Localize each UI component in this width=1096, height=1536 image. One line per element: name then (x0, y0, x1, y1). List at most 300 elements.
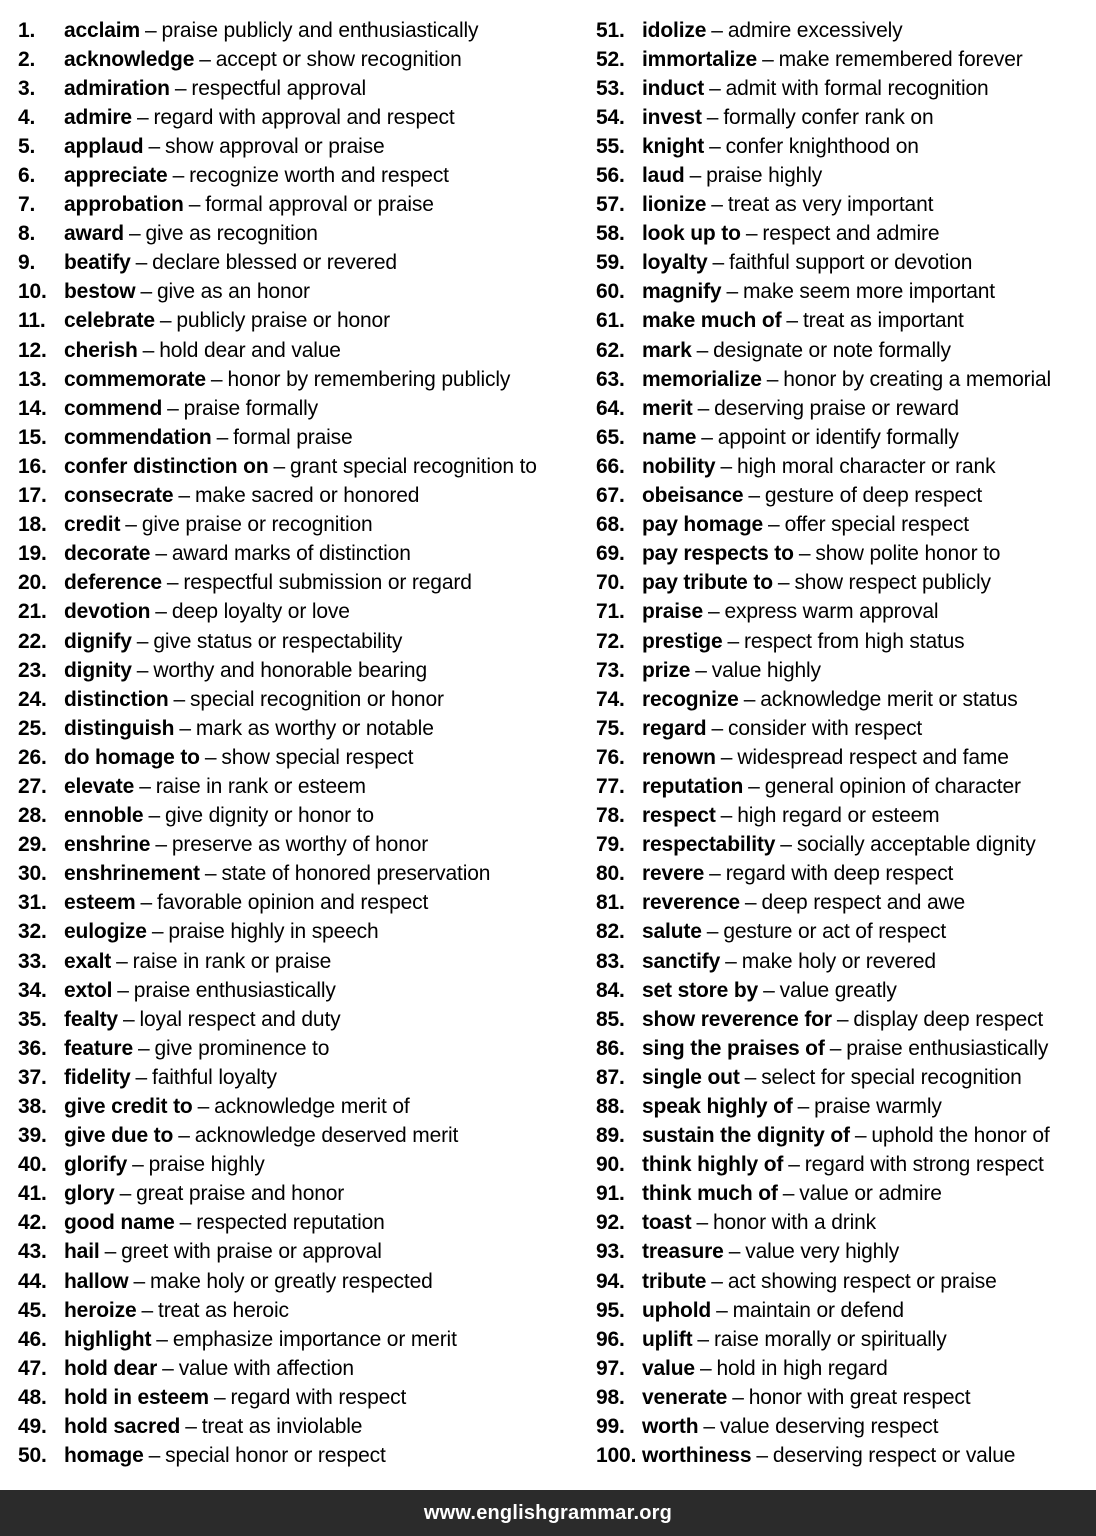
item-word: pay tribute to (642, 571, 773, 595)
item-separator: – (697, 396, 710, 420)
item-separator: – (133, 1269, 145, 1293)
list-item (596, 1383, 1092, 1412)
item-number: 19. (18, 542, 47, 566)
item-number: 82. (596, 920, 625, 944)
item-separator: – (744, 1065, 757, 1089)
item-number: 18. (18, 513, 47, 537)
item-word: worth (642, 1415, 699, 1439)
item-definition: praise enthusiastically (133, 978, 336, 1002)
item-separator: – (174, 76, 187, 100)
item-number: 51. (596, 18, 625, 42)
item-separator: – (204, 862, 217, 886)
item-separator: – (210, 367, 223, 391)
list-item (596, 685, 1092, 714)
item-separator: – (748, 774, 760, 798)
list-item (18, 1325, 578, 1354)
list-item (18, 16, 578, 45)
item-word: toast (642, 1211, 692, 1235)
item-separator: – (216, 425, 229, 449)
item-definition: hold in high regard (716, 1356, 888, 1380)
item-separator: – (273, 454, 286, 478)
item-definition: deep loyalty or love (171, 600, 350, 624)
list-item (596, 1180, 1092, 1209)
item-number: 79. (596, 833, 625, 857)
item-number: 70. (596, 571, 625, 595)
item-definition: declare blessed or revered (152, 251, 397, 275)
item-number: 53. (596, 76, 625, 100)
list-item (596, 249, 1092, 278)
item-word: sing the praises of (642, 1036, 825, 1060)
item-number: 98. (596, 1385, 625, 1409)
item-definition: greet with praise or approval (121, 1240, 382, 1264)
item-word: enshrinement (64, 862, 200, 886)
item-definition: socially acceptable dignity (796, 833, 1036, 857)
list-item (18, 394, 578, 423)
item-word: extol (64, 978, 113, 1002)
item-definition: recognize worth and respect (189, 164, 449, 188)
item-number: 81. (596, 891, 625, 915)
item-word: venerate (642, 1385, 728, 1409)
item-definition: give as an honor (156, 280, 310, 304)
item-separator: – (136, 105, 149, 129)
list-item (596, 1209, 1092, 1238)
item-number: 64. (596, 396, 625, 420)
item-definition: honor by creating a memorial (783, 367, 1052, 391)
item-separator: – (155, 600, 167, 624)
item-definition: respectful approval (191, 76, 366, 100)
list-item (596, 278, 1092, 307)
item-word: think highly of (642, 1153, 784, 1177)
list-item (596, 714, 1092, 743)
item-separator: – (136, 658, 149, 682)
item-number: 46. (18, 1327, 47, 1351)
item-separator: – (745, 222, 758, 246)
item-number: 85. (596, 1007, 625, 1031)
item-word: good name (64, 1211, 175, 1235)
item-number: 100. (596, 1444, 637, 1468)
list-item (18, 1354, 578, 1383)
item-definition: make holy or greatly respected (149, 1269, 433, 1293)
item-word: merit (642, 396, 693, 420)
item-number: 75. (596, 716, 625, 740)
item-separator: – (777, 571, 790, 595)
item-separator: – (768, 513, 780, 537)
item-definition: acknowledge deserved merit (194, 1124, 459, 1148)
item-separator: – (762, 47, 774, 71)
item-definition: raise in rank or esteem (155, 774, 366, 798)
item-number: 90. (596, 1153, 625, 1177)
item-definition: high moral character or rank (737, 454, 996, 478)
list-item (596, 191, 1092, 220)
list-item (596, 1092, 1092, 1121)
list-item (596, 743, 1092, 772)
item-definition: admire excessively (727, 18, 903, 42)
item-word: make much of (642, 309, 782, 333)
item-separator: – (786, 309, 798, 333)
item-separator: – (766, 367, 779, 391)
item-definition: consider with respect (728, 716, 923, 740)
item-definition: formally confer rank on (723, 105, 934, 129)
item-number: 62. (596, 338, 625, 362)
item-definition: treat as very important (727, 193, 934, 217)
item-definition: worthy and honorable bearing (153, 658, 427, 682)
item-word: look up to (642, 222, 741, 246)
website-url[interactable]: www.englishgrammar.org (423, 1501, 673, 1524)
item-separator: – (854, 1124, 867, 1148)
item-word: appreciate (64, 164, 168, 188)
item-definition: treat as inviolable (201, 1415, 363, 1439)
item-word: tribute (642, 1269, 707, 1293)
item-word: celebrate (64, 309, 155, 333)
item-word: worthiness (642, 1444, 752, 1468)
item-word: glorify (64, 1153, 128, 1177)
item-separator: – (141, 1298, 154, 1322)
item-number: 49. (18, 1415, 47, 1439)
item-word: pay respects to (642, 542, 794, 566)
item-word: invest (642, 105, 702, 129)
item-definition: show respect publicly (794, 571, 991, 595)
list-item (596, 132, 1092, 161)
item-word: think much of (642, 1182, 778, 1206)
item-definition: gesture of deep respect (764, 484, 983, 508)
item-number: 74. (596, 687, 625, 711)
list-item (18, 918, 578, 947)
item-number: 67. (596, 484, 625, 508)
list-item (18, 191, 578, 220)
item-number: 9. (18, 251, 36, 275)
item-number: 33. (18, 949, 47, 973)
item-separator: – (116, 949, 128, 973)
item-separator: – (720, 804, 733, 828)
list-item (18, 1180, 578, 1209)
item-definition: uphold the honor of (871, 1124, 1050, 1148)
item-separator: – (711, 716, 723, 740)
item-number: 77. (596, 774, 625, 798)
item-separator: – (720, 454, 732, 478)
item-number: 54. (596, 105, 625, 129)
list-item (18, 1005, 578, 1034)
item-definition: treat as heroic (158, 1298, 289, 1322)
item-word: immortalize (642, 47, 758, 71)
item-number: 89. (596, 1124, 625, 1148)
item-definition: praise publicly and enthusiastically (161, 18, 479, 42)
item-definition: deserving praise or reward (714, 396, 959, 420)
item-definition: give praise or recognition (141, 513, 373, 537)
item-number: 71. (596, 600, 625, 624)
list-item (18, 1063, 578, 1092)
item-number: 32. (18, 920, 47, 944)
item-separator: – (782, 1182, 795, 1206)
item-word: confer distinction on (64, 454, 269, 478)
list-item (18, 1267, 578, 1296)
item-word: induct (642, 76, 705, 100)
item-separator: – (185, 1415, 197, 1439)
item-separator: – (756, 1444, 768, 1468)
list-item (18, 976, 578, 1005)
item-definition: raise morally or spiritually (713, 1327, 947, 1351)
item-number: 21. (18, 600, 47, 624)
item-definition: deserving respect or value (772, 1444, 1016, 1468)
item-definition: state of honored preservation (221, 862, 491, 886)
item-definition: admit with formal recognition (725, 76, 989, 100)
item-word: elevate (64, 774, 135, 798)
item-separator: – (119, 1182, 132, 1206)
item-separator: – (213, 1385, 226, 1409)
item-definition: formal approval or praise (205, 193, 434, 217)
item-separator: – (148, 804, 160, 828)
item-number: 72. (596, 629, 625, 653)
item-number: 17. (18, 484, 47, 508)
item-definition: faithful support or devotion (729, 251, 973, 275)
list-item (596, 918, 1092, 947)
item-separator: – (780, 833, 792, 857)
list-item (18, 743, 578, 772)
item-separator: – (173, 687, 186, 711)
item-separator: – (125, 513, 137, 537)
item-separator: – (155, 542, 167, 566)
item-word: respect (642, 804, 716, 828)
item-separator: – (716, 1298, 728, 1322)
item-separator: – (197, 1095, 210, 1119)
item-number: 38. (18, 1095, 47, 1119)
item-word: feature (64, 1036, 133, 1060)
list-item (596, 1005, 1092, 1034)
item-separator: – (728, 1240, 741, 1264)
item-number: 27. (18, 774, 47, 798)
item-separator: – (145, 18, 157, 42)
item-number: 56. (596, 164, 625, 188)
item-number: 41. (18, 1182, 47, 1206)
item-number: 25. (18, 716, 47, 740)
item-separator: – (148, 1444, 161, 1468)
item-number: 16. (18, 454, 47, 478)
list-item (18, 598, 578, 627)
item-word: salute (642, 920, 702, 944)
list-item (18, 889, 578, 918)
item-separator: – (701, 425, 713, 449)
item-word: devotion (64, 600, 151, 624)
item-definition: value very highly (745, 1240, 900, 1264)
item-number: 48. (18, 1385, 47, 1409)
item-separator: – (711, 193, 723, 217)
item-number: 29. (18, 833, 47, 857)
list-item (596, 161, 1092, 190)
item-number: 83. (596, 949, 625, 973)
item-definition: acknowledge merit or status (760, 687, 1018, 711)
item-word: consecrate (64, 484, 174, 508)
list-item (18, 569, 578, 598)
list-item (596, 1122, 1092, 1151)
item-separator: – (178, 1124, 190, 1148)
list-item (596, 1267, 1092, 1296)
item-separator: – (763, 978, 775, 1002)
item-definition: make sacred or honored (194, 484, 420, 508)
item-separator: – (829, 1036, 842, 1060)
item-definition: give as recognition (145, 222, 318, 246)
item-word: recognize (642, 687, 739, 711)
list-item (18, 423, 578, 452)
item-separator: – (696, 338, 709, 362)
list-item (596, 540, 1092, 569)
item-number: 45. (18, 1298, 47, 1322)
list-item (18, 1238, 578, 1267)
item-word: fealty (64, 1007, 118, 1031)
item-word: hold dear (64, 1356, 158, 1380)
item-number: 43. (18, 1240, 47, 1264)
list-item (596, 452, 1092, 481)
item-number: 84. (596, 978, 625, 1002)
item-word: commemorate (64, 367, 206, 391)
item-number: 39. (18, 1124, 47, 1148)
list-item (18, 220, 578, 249)
list-item (18, 249, 578, 278)
list-item (596, 656, 1092, 685)
item-definition: respect and admire (762, 222, 940, 246)
item-definition: publicly praise or honor (176, 309, 390, 333)
list-item (596, 1325, 1092, 1354)
item-word: reputation (642, 774, 744, 798)
item-word: cherish (64, 338, 138, 362)
item-separator: – (732, 1385, 744, 1409)
item-definition: appoint or identify formally (717, 425, 959, 449)
list-item (596, 569, 1092, 598)
list-item (596, 511, 1092, 540)
list-item (18, 365, 578, 394)
item-definition: express warm approval (724, 600, 939, 624)
item-separator: – (797, 1095, 810, 1119)
item-definition: respectful submission or regard (183, 571, 472, 595)
item-separator: – (122, 1007, 135, 1031)
item-word: show reverence for (642, 1007, 832, 1031)
list-item (596, 1063, 1092, 1092)
item-separator: – (148, 134, 160, 158)
item-separator: – (707, 600, 720, 624)
item-word: prestige (642, 629, 723, 653)
item-number: 65. (596, 425, 625, 449)
item-word: single out (642, 1065, 740, 1089)
item-separator: – (167, 396, 179, 420)
item-separator: – (744, 891, 757, 915)
item-number: 11. (18, 309, 46, 333)
list-item (18, 1413, 578, 1442)
item-definition: make holy or revered (741, 949, 936, 973)
list-item (18, 161, 578, 190)
item-number: 87. (596, 1065, 625, 1089)
item-separator: – (727, 629, 740, 653)
item-definition: show polite honor to (815, 542, 1001, 566)
item-word: enshrine (64, 833, 151, 857)
item-separator: – (155, 833, 167, 857)
item-separator: – (104, 1240, 117, 1264)
item-separator: – (711, 18, 723, 42)
list-item (596, 1413, 1092, 1442)
item-number: 14. (18, 396, 47, 420)
item-definition: value greatly (779, 978, 897, 1002)
list-item (18, 103, 578, 132)
item-separator: – (159, 309, 172, 333)
item-number: 61. (596, 309, 625, 333)
item-word: prize (642, 658, 691, 682)
list-item (18, 627, 578, 656)
item-word: nobility (642, 454, 716, 478)
item-number: 60. (596, 280, 625, 304)
item-number: 42. (18, 1211, 47, 1235)
list-item (596, 394, 1092, 423)
right-column (596, 16, 1092, 1471)
item-word: respectability (642, 833, 776, 857)
item-number: 30. (18, 862, 47, 886)
item-definition: praise enthusiastically (846, 1036, 1049, 1060)
list-item (18, 656, 578, 685)
item-definition: value highly (711, 658, 821, 682)
list-item (18, 452, 578, 481)
item-word: highlight (64, 1327, 152, 1351)
item-number: 47. (18, 1356, 47, 1380)
item-separator: – (199, 47, 211, 71)
item-word: do homage to (64, 745, 200, 769)
item-number: 91. (596, 1182, 625, 1206)
item-separator: – (709, 134, 721, 158)
item-definition: raise in rank or praise (132, 949, 332, 973)
list-item (18, 1383, 578, 1412)
item-definition: formal praise (233, 425, 353, 449)
item-word: pay homage (642, 513, 764, 537)
item-number: 37. (18, 1065, 47, 1089)
item-number: 78. (596, 804, 625, 828)
item-definition: award marks of distinction (171, 542, 411, 566)
item-definition: gesture or act of respect (723, 920, 947, 944)
list-item (18, 336, 578, 365)
item-number: 95. (596, 1298, 625, 1322)
item-word: value (642, 1356, 695, 1380)
item-word: renown (642, 745, 716, 769)
item-word: dignify (64, 629, 132, 653)
item-definition: honor with great respect (748, 1385, 971, 1409)
item-definition: praise highly (148, 1153, 265, 1177)
item-word: exalt (64, 949, 112, 973)
item-number: 40. (18, 1153, 47, 1177)
item-word: distinction (64, 687, 169, 711)
item-separator: – (697, 1327, 709, 1351)
item-word: hold in esteem (64, 1385, 209, 1409)
list-item (18, 1151, 578, 1180)
item-word: sanctify (642, 949, 721, 973)
item-definition: loyal respect and duty (139, 1007, 341, 1031)
item-word: sustain the dignity of (642, 1124, 850, 1148)
item-word: magnify (642, 280, 722, 304)
item-definition: regard with approval and respect (153, 105, 455, 129)
item-word: distinguish (64, 716, 175, 740)
item-definition: display deep respect (853, 1007, 1044, 1031)
list-item (596, 45, 1092, 74)
item-separator: – (137, 1036, 150, 1060)
list-item (18, 1034, 578, 1063)
item-definition: deep respect and awe (761, 891, 966, 915)
list-item (596, 74, 1092, 103)
item-separator: – (140, 891, 153, 915)
item-definition: act showing respect or praise (727, 1269, 997, 1293)
item-word: bestow (64, 280, 136, 304)
list-item (596, 1034, 1092, 1063)
item-word: knight (642, 134, 705, 158)
item-number: 31. (18, 891, 47, 915)
item-word: hallow (64, 1269, 129, 1293)
item-number: 8. (18, 222, 36, 246)
list-item (596, 1442, 1092, 1471)
item-separator: – (709, 76, 721, 100)
list-item (596, 627, 1092, 656)
item-separator: – (689, 164, 702, 188)
